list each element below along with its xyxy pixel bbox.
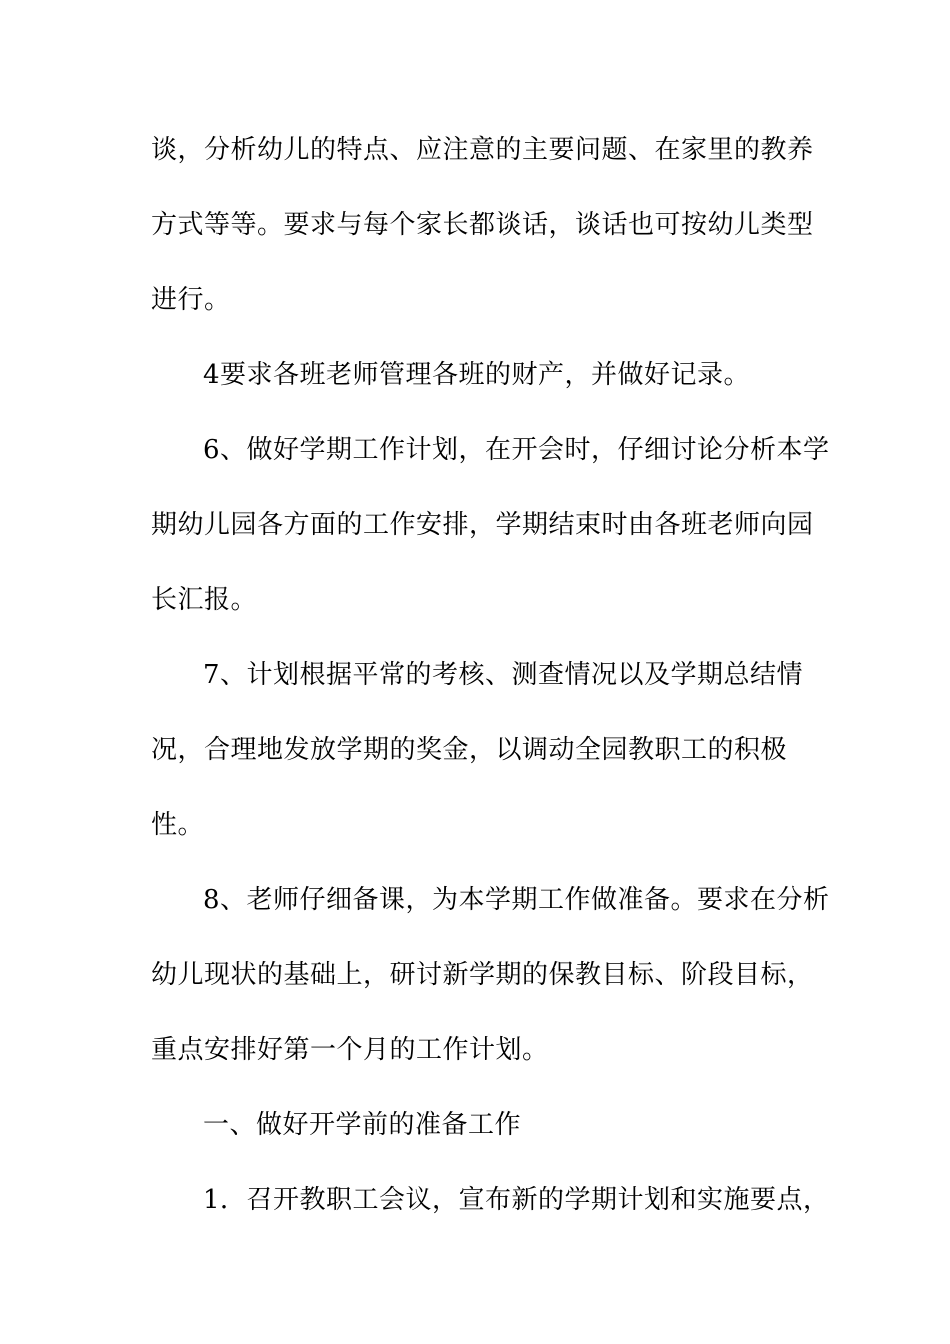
text-line: 6、做好学期工作计划，在开会时，仔细讨论分析本学	[203, 435, 830, 465]
text-line: 进行。	[151, 285, 231, 315]
text-line: 7、计划根据平常的考核、测查情况以及学期总结情	[203, 660, 804, 690]
text-line: 幼儿现状的基础上，研讨新学期的保教目标、阶段目标，	[151, 960, 814, 990]
text-line: 长汇报。	[151, 585, 258, 615]
text-line: 期幼儿园各方面的工作安排，学期结束时由各班老师向园	[151, 510, 814, 540]
text-line: 况，合理地发放学期的奖金，以调动全园教职工的积极	[151, 735, 788, 765]
text-line: 重点安排好第一个月的工作计划。	[151, 1035, 549, 1065]
text-line: 4要求各班老师管理各班的财产，并做好记录。	[203, 360, 751, 390]
text-line: 谈，分析幼儿的特点、应注意的主要问题、在家里的教养	[151, 135, 814, 165]
text-line: 性。	[151, 810, 205, 840]
text-line: 8、老师仔细备课，为本学期工作做准备。要求在分析	[203, 885, 830, 915]
text-line: 1．召开教职工会议，宣布新的学期计划和实施要点，	[203, 1185, 830, 1215]
text-line: 方式等等。要求与每个家长都谈话，谈话也可按幼儿类型	[151, 210, 814, 240]
section-heading: 一、做好开学前的准备工作	[203, 1110, 522, 1140]
document-body	[151, 113, 830, 1238]
